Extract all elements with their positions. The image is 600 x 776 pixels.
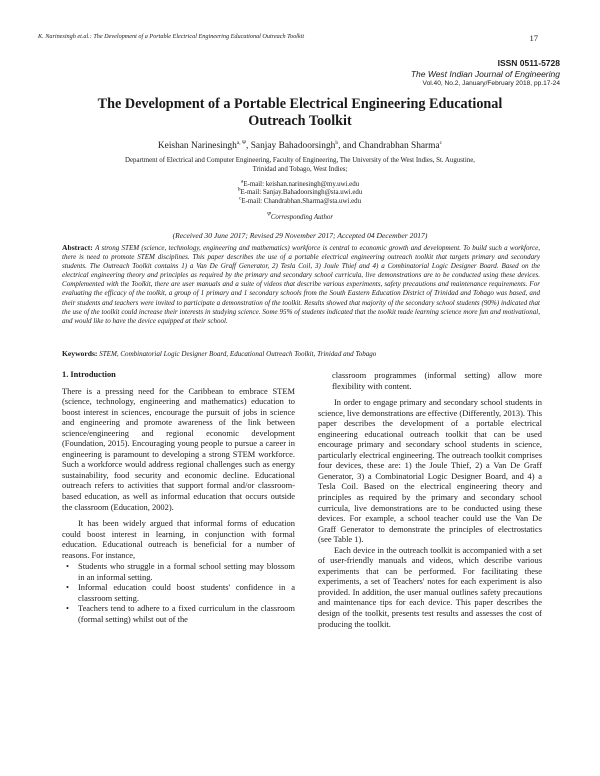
affiliation xyxy=(72,157,528,174)
journal-name: The West Indian Journal of Engineering xyxy=(410,68,560,79)
list-item-text: Teachers tend to adhere to a fixed curriculum in the classroom (formal setting) whilst out of the xyxy=(78,603,295,625)
paper-title xyxy=(60,96,540,130)
benefits-list xyxy=(62,561,295,624)
email-line xyxy=(150,195,450,206)
bullet-icon: • xyxy=(66,603,69,614)
corresponding-sup: Ψ xyxy=(266,211,271,218)
left-column xyxy=(62,370,295,625)
abstract-body: A strong STEM (science, technology, engineering and mathematics) workforce is central to economic growth and development. To build such a workforce, there is need to promote STEM disciplines. This paper describes the use of a portable electrical engineering outreach toolkit that targets primary and secondary students. The Outreach Toolkit contains 1) a Van De Graff Generator, 2) Tesla Coil, 3) Joule Thief and 4) a Combinatorial Logic Designer Board. Based on the electrical engineering theory and principles as required by the primary and secondary school curricula, live demonstrations are to be conducted using these devices. Complemented with the Toolkit, there are user manuals and a suite of videos that describe various experiments, safety precautions and maintenance requirements. For evaluating the efficacy of the toolkit, a group of 1 primary and 1 secondary schools from the South Eastern Education District of Trinidad and Tobago was based, and their students and teachers were invited to participate a demonstration of the toolkit. Results showed that majority of the secondary school students (90%) indicated that the use of the toolkit could increase their interests in studying science. Some 95% of students indicated that the toolkit made learning science more fun and motivational, and would like to have the device equipped at their school. xyxy=(62,244,540,325)
author-1-name: Keishan Narinesingh xyxy=(157,141,237,151)
author-separator-1: , Sanjay Bahadoorsingh xyxy=(246,141,336,151)
intro-paragraph-1: There is a pressing need for the Caribbean to embrace STEM (science, technology, engineering and mathematics) education to boost interest in sciences, encourage the pursuit of jobs in science and engineering and promote awareness of the link between science/engineering and regional economic development (Foundation, 2015). Encouraging young people to pursue a career in engineering is paramount to developing a strong STEM workforce. Such a workforce would address regional challenges such as energy sustainability, food security and economic decline. Educational outreach refers to activities that support formal and/or classroom-based education, as well as informal education that occurs outside the classroom (Education, 2002). xyxy=(62,385,295,512)
abstract-label: Abstract: xyxy=(62,243,93,252)
bullet-icon: • xyxy=(66,582,69,593)
bullet-continuation: classroom programmes (informal setting) allow more flexibility with content. xyxy=(332,370,542,391)
section-heading-introduction: 1. Introduction xyxy=(62,370,116,379)
received-dates: (Received 30 June 2017; Revised 29 November 2017; Accepted 04 December 2017) xyxy=(172,231,428,240)
email-sup: c xyxy=(238,195,242,202)
page-number: 17 xyxy=(529,33,538,43)
keywords xyxy=(62,349,540,358)
running-head: K. Narinesingh et.al.: The Development of a Portable Electrical Engineering Educational Outreach Toolkit xyxy=(38,33,305,40)
author-2-sup: b xyxy=(335,139,339,146)
list-item xyxy=(62,582,295,603)
author-separator-2: , and Chandrabhan Sharma xyxy=(338,141,440,151)
email-author-1[interactable]: E-mail: keishan.narinesingh@my.uwi.edu xyxy=(243,181,360,188)
keywords-body: STEM, Combinatorial Logic Designer Board, Educational Outreach Toolkit, Trinidad and Tobago xyxy=(99,350,377,358)
list-item-text: Informal education could boost students' confidence in a classroom setting. xyxy=(78,582,295,603)
email-sup: a xyxy=(240,178,244,185)
intro-paragraph-2: It has been widely argued that informal forms of education could boost interest in learning, in conjunction with formal education. Educational outreach is beneficial for a number of reasons. For instance, xyxy=(62,518,295,560)
email-sup: b xyxy=(237,187,241,194)
author-1-sup: a, Ψ xyxy=(236,139,247,146)
email-author-3[interactable]: E-mail: Chandrabhan.Sharma@sta.uwi.edu xyxy=(241,197,362,205)
intro-paragraph-3: In order to engage primary and secondary school students in science, live demonstrations are effective (Differently, 2013). This paper describes the development of a portable electrical engineering educational outreach toolkit that can be used encourage primary and secondary school students in science, particularly electrical engineering. The outreach toolkit comprises four devices, these are: 1) the Joule Thief, 2) a Van De Graff Generator, 3) a Combinatorial Logic Designer Board, and 4) a Tesla Coil. Based on the electrical engineering theory and principles as required by the primary and secondary school curricula, live demonstrations are to be conducted using these devices. For example, a school teacher could use the Van De Graff Generator to demonstrate the principles of electrostatics (see Table 1). xyxy=(318,397,542,545)
email-list xyxy=(150,178,450,206)
affiliation-line-1: Department of Electrical and Computer Engineering, Faculty of Engineering, The University of the West Indies, St. Augustine, xyxy=(125,157,475,164)
affiliation-line-2: Trinidad and Tobago, West Indies; xyxy=(252,165,348,173)
list-item xyxy=(62,603,295,624)
intro-paragraph-4: Each device in the outreach toolkit is accompanied with a set of user-friendly manuals and videos, which describe various experiments that can be performed. For facilitating these experiments, a set of Teachers' notes for each experiment is also provided. In addition, the user manual outlines safety precautions and maintenance tips for each device. This paper describes the design of the toolkit, presents test results and assesses the cost of producing the toolkit. xyxy=(318,544,542,629)
issn: ISSN 0511-5728 xyxy=(497,58,560,68)
corresponding-author-note xyxy=(150,211,450,221)
email-line xyxy=(150,189,450,197)
title-line-2: Outreach Toolkit xyxy=(248,113,352,129)
author-3-sup: c xyxy=(439,139,443,146)
email-author-2[interactable]: E-mail: Sanjay.Bahadoorsingh@sta.uwi.edu xyxy=(240,189,363,197)
abstract xyxy=(62,243,540,326)
keywords-label: Keywords: xyxy=(62,349,98,358)
title-line-1: The Development of a Portable Electrical Engineering Educational xyxy=(97,96,503,112)
list-item xyxy=(62,561,295,582)
right-column xyxy=(318,370,542,629)
corresponding-text: Corresponding Author xyxy=(270,214,334,221)
bullet-icon: • xyxy=(66,561,69,572)
volume-info: Vol.40, No.2, January/February 2018, pp.17-24 xyxy=(422,80,560,87)
journal-info xyxy=(411,58,560,90)
author-list xyxy=(40,141,560,151)
list-item-text: Students who struggle in a formal school setting may blossom in an informal setting. xyxy=(78,561,295,582)
